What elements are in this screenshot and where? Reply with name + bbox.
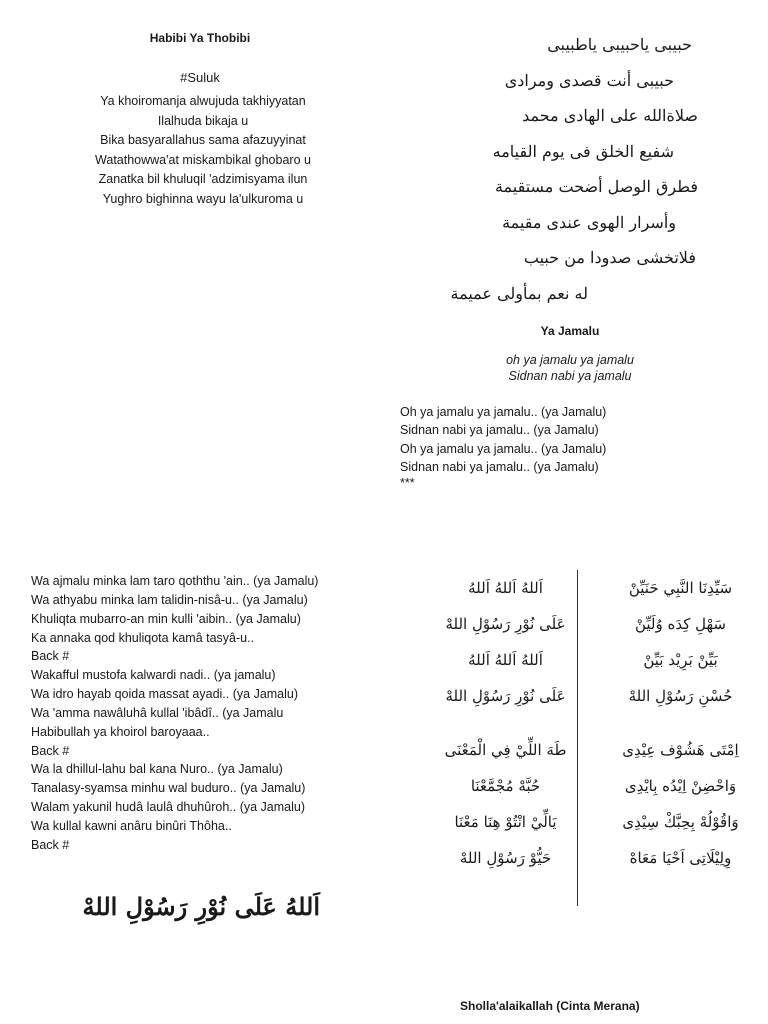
ya-jamalu-line: Oh ya jamalu ya jamalu.. (ya Jamalu) xyxy=(400,441,607,456)
arabic-verse-cell: حَيُّوْ رَسُوْلِ اللهْ xyxy=(459,849,552,867)
verse-line: Walam yakunil hudâ laulâ dhuhûroh.. (ya Jamalu) xyxy=(31,800,305,815)
arabic-poem-line: شفيع الخلق فى يوم القيامه xyxy=(492,141,674,161)
habibi-latin-line: Ya khoiromanja alwujuda takhiyyatan xyxy=(100,94,306,108)
ya-jamalu-line: Sidnan nabi ya jamalu.. (ya Jamalu) xyxy=(400,460,599,475)
suluk-tag: #Suluk xyxy=(180,70,220,85)
arabic-poem-line: فلاتخشى صدودا من حبيب xyxy=(523,248,696,267)
verses-latin xyxy=(31,572,371,855)
arabic-verse-cell: حُبَّهْ مُجْمَّعْنَا xyxy=(470,777,541,795)
verse-line: Khuliqta mubarro-an min kulli 'aibin.. (ya Jamalu) xyxy=(31,611,301,626)
arabic-verse-cell: سَيِّدِنَا النَّبِي حَنَيِّنْ xyxy=(628,579,733,597)
habibi-latin-lines xyxy=(58,92,348,209)
arabic-left-column xyxy=(593,570,768,876)
arabic-verse-cell: سَهْلِ كِدَه وُلَيِّنْ xyxy=(634,615,726,633)
ya-jamalu-italic-lines xyxy=(470,352,670,384)
ya-jamalu-line: Oh ya jamalu ya jamalu.. (ya Jamalu) xyxy=(400,405,607,419)
verse-line: Wakafful mustofa kalwardi nadi.. (ya jamalu) xyxy=(31,668,276,683)
arabic-verse-table xyxy=(418,570,768,876)
arabic-poem-line: صلاةالله على الهادى محمد xyxy=(522,106,698,125)
arabic-verse-cell: وَاحْضِنْ اِيْدُه بِايْدِى xyxy=(624,777,737,795)
verse-line: Ka annaka qod khuliqota kamâ tasyâ-u.. xyxy=(31,630,255,645)
ya-jamalu-italic-line: oh ya jamalu ya jamalu xyxy=(506,353,634,367)
back-marker: Back # xyxy=(31,743,70,758)
ya-jamalu-lines xyxy=(400,403,700,489)
arabic-verse-cell: وَاقُوْلُهْ بِحِبَّكْ سِيْدِى xyxy=(622,813,739,831)
arabic-verse-cell: طَهَ اللِّيْ فِي الْمَعْنَى xyxy=(444,741,567,759)
verse-line: Habibullah ya khoirol baroyaaa.. xyxy=(31,724,210,739)
arabic-poem-line: له نعم بمأولى عميمة xyxy=(450,283,588,303)
ya-jamalu-separator: *** xyxy=(400,475,415,490)
verse-line: Wa athyabu minka lam talidin-nisâ-u.. (ya Jamalu) xyxy=(31,592,308,607)
arabic-poem-line: فطرق الوصل أضحت مستقيمة xyxy=(494,177,698,196)
back-marker: Back # xyxy=(31,837,70,852)
habibi-title: Habibi Ya Thobibi xyxy=(149,31,251,45)
calligraphy-text: اَللهُ عَلَى نُوْرِ رَسُوْلِ اللهْ xyxy=(82,892,320,921)
habibi-latin-line: Yughro bighinna wayu la'ulkuroma u xyxy=(102,191,304,206)
back-marker: Back # xyxy=(31,649,70,664)
footer-title: Sholla'alaikallah (Cinta Merana) xyxy=(460,999,640,1013)
habibi-latin-line: Bika basyarallahus sama afazuyyinat xyxy=(100,133,306,147)
verse-line: Wa ajmalu minka lam taro qoththu 'ain.. (ya Jamalu) xyxy=(31,574,319,588)
arabic-verse-cell: حُسْنِ رَسُوْلِ اللهْ xyxy=(628,687,733,705)
arabic-verse-cell: بَيِّنْ بَرِيْد بَيِّنْ xyxy=(643,651,718,669)
ya-jamalu-line: Sidnan nabi ya jamalu.. (ya Jamalu) xyxy=(400,423,599,438)
verse-line: Wa 'amma nawâluhâ kullal 'ibâdî.. (ya Jamalu xyxy=(31,705,284,720)
arabic-verse-cell: اَللهُ اَللهُ اَللهُ xyxy=(468,651,543,669)
arabic-verse-cell: وِلِيْلَاتِى اَحْيَا مَعَاهْ xyxy=(629,849,732,867)
habibi-latin-line: Watathowwa'at miskambikal ghobaro u xyxy=(95,152,311,167)
arabic-poem-line: وأسرار الهوى عندى مقيمة xyxy=(502,212,676,232)
ya-jamalu-title: Ya Jamalu xyxy=(540,324,600,338)
arabic-right-column xyxy=(418,570,593,876)
verse-line: Wa la dhillul-lahu bal kana Nuro.. (ya Jamalu) xyxy=(31,762,283,777)
arabic-verse-cell: اَللهُ اَللهُ اَللهُ xyxy=(468,579,543,597)
arabic-verse-cell: يَالِّيْ انْتُوْ هِنَا مَعْنَا xyxy=(454,813,557,831)
verse-line: Wa kullal kawni anâru binûri Thôha.. xyxy=(31,818,232,833)
verse-line: Wa idro hayab qoida massat ayadi.. (ya Jamalu) xyxy=(31,687,299,702)
column-divider xyxy=(577,570,578,906)
arabic-verse-cell: عَلَى نُوْرِ رَسُوْلِ اللهْ xyxy=(445,687,566,705)
habibi-latin-line: Ilalhuda bikaja u xyxy=(157,113,249,128)
arabic-verse-cell: اِمْتَى هَشُوْف عِيْدِى xyxy=(622,741,739,759)
arabic-poem-line: حبيبى أنت قصدى ومرادى xyxy=(504,70,674,90)
verse-line: Tanalasy-syamsa minhu wal buduro.. (ya Jamalu) xyxy=(31,781,306,796)
arabic-poem-line: حبيبى ياحبيبى ياطبيبى xyxy=(547,35,692,54)
arabic-verse-cell: عَلَى نُوْرِ رَسُوْلِ اللهْ xyxy=(445,615,566,633)
habibi-arabic-poem xyxy=(404,27,704,311)
habibi-latin-line: Zanatka bil khuluqil 'adzimisyama ilun xyxy=(98,172,308,186)
ya-jamalu-italic-line: Sidnan nabi ya jamalu xyxy=(508,369,632,383)
